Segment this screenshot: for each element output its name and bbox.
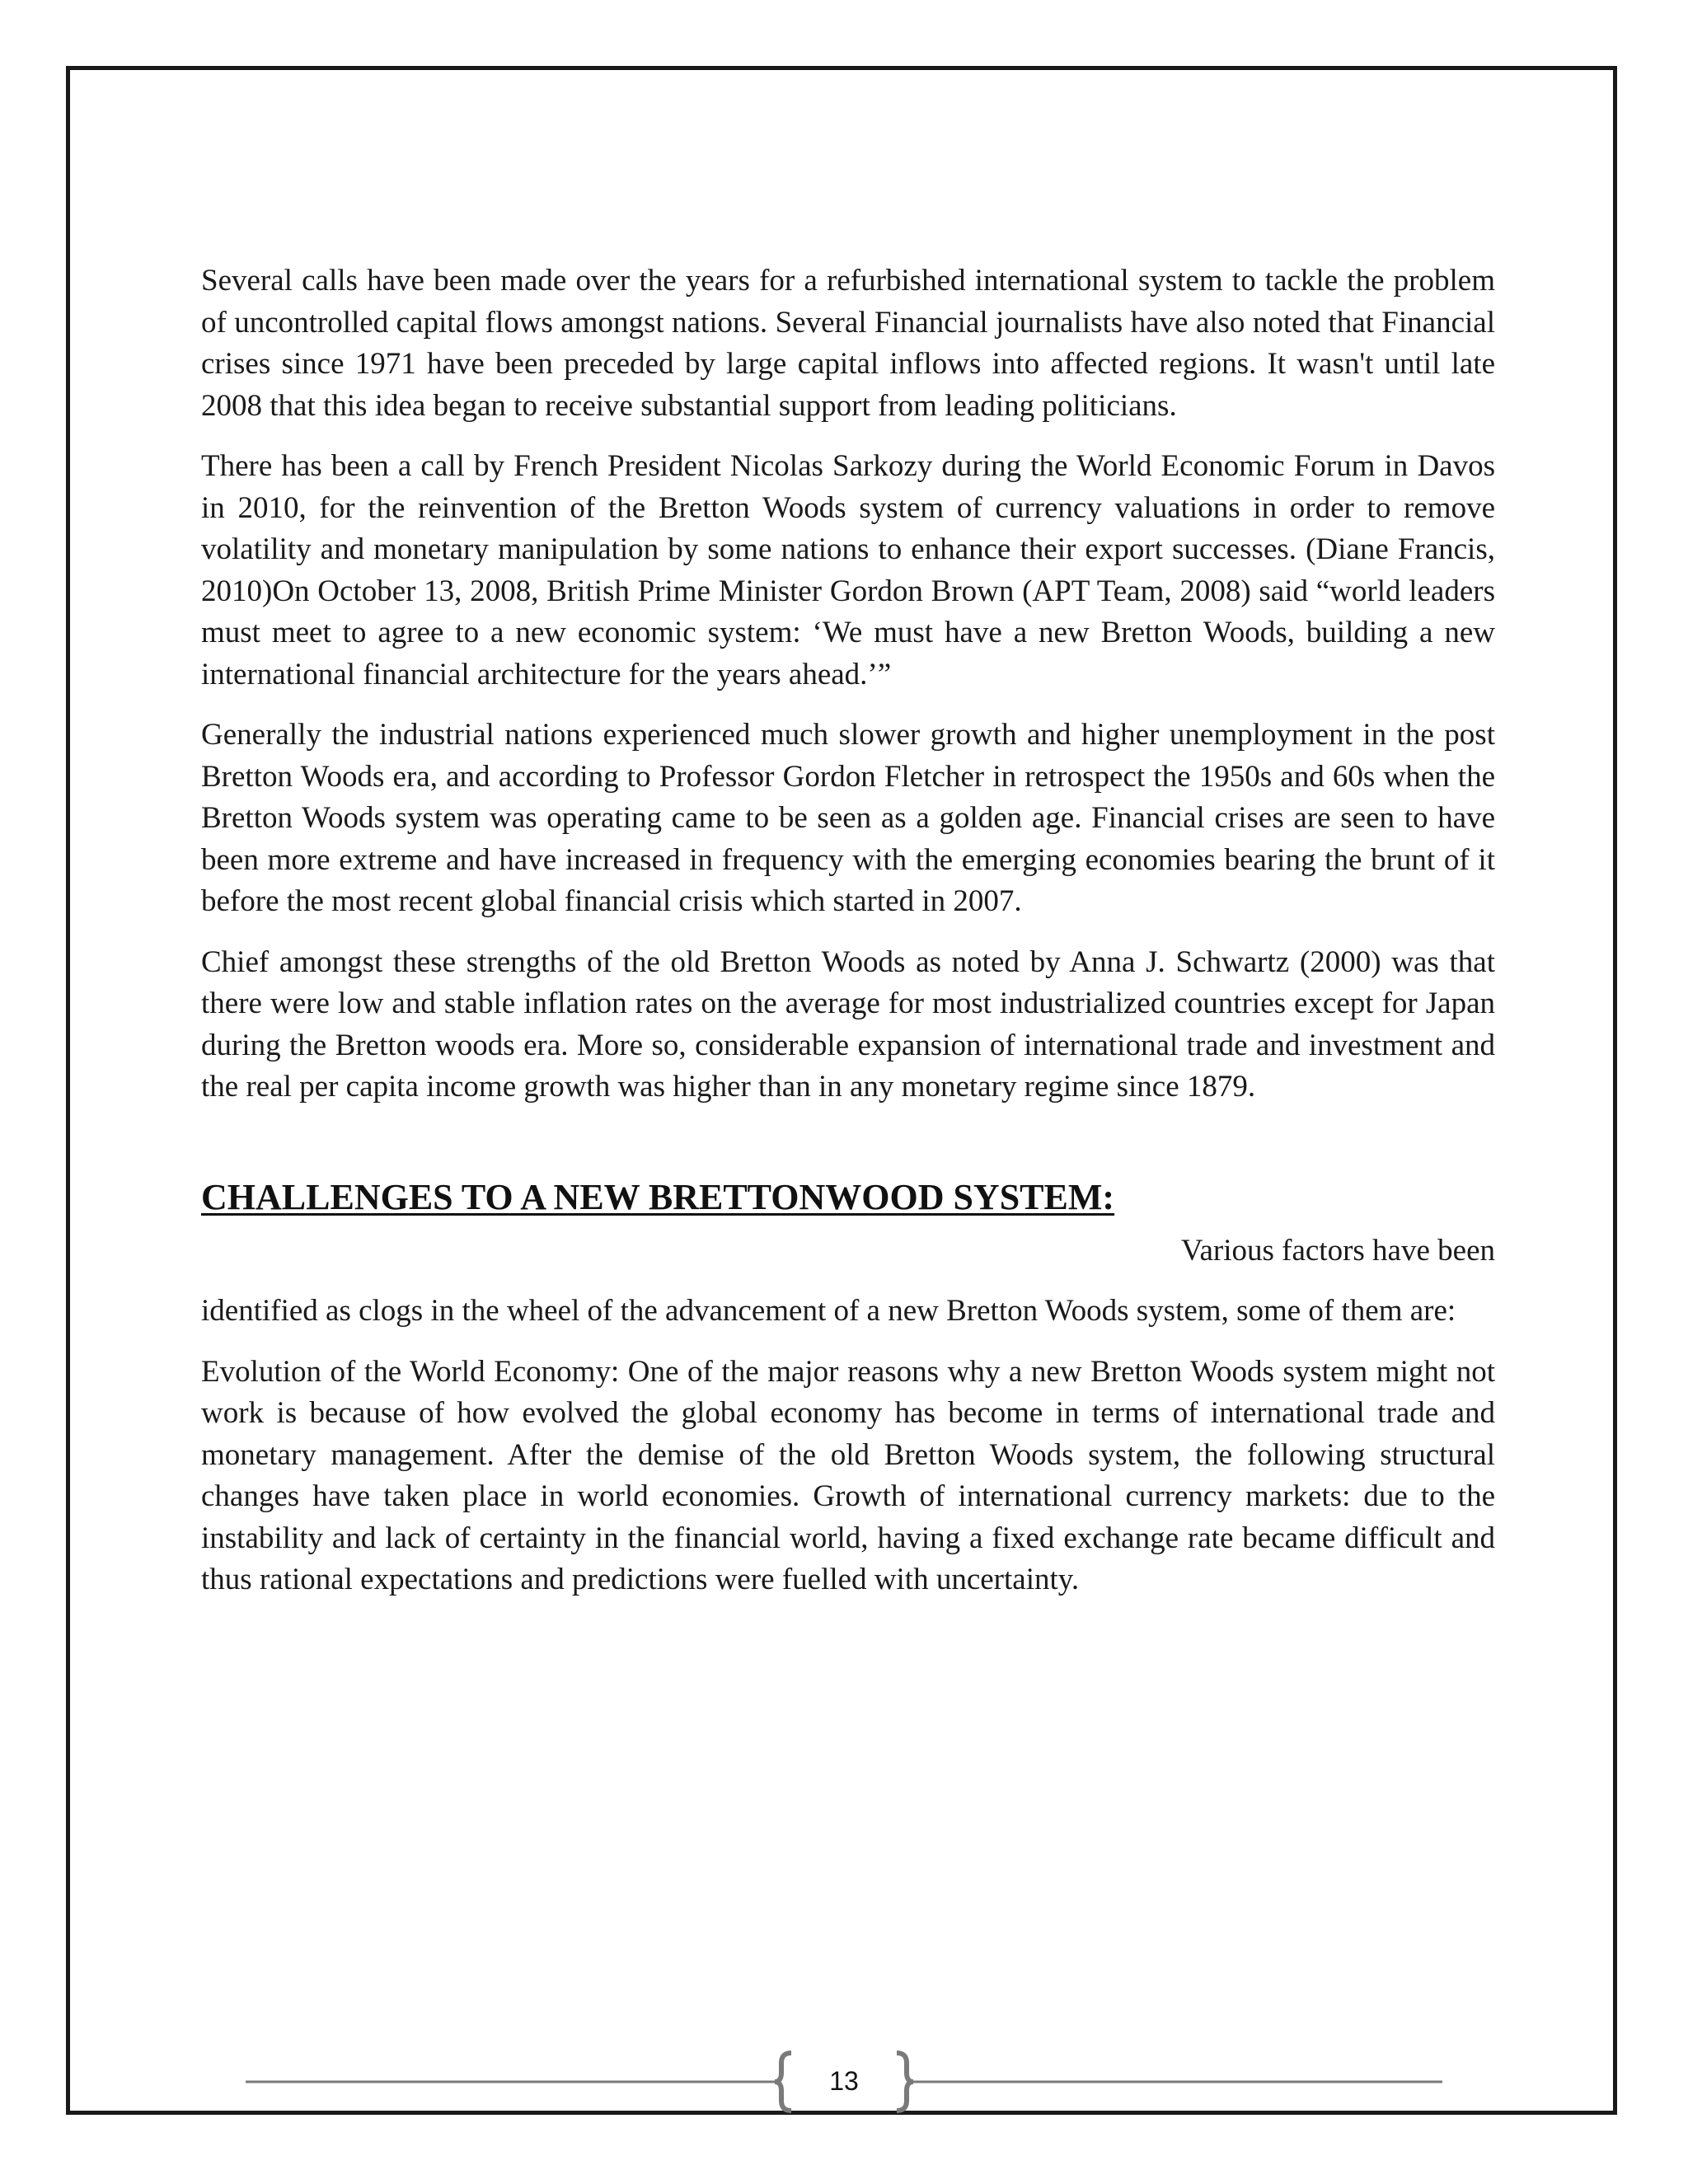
paragraph-sarkozy-call: There has been a call by French President Nicolas Sarkozy during the World Economic Forum in Davos in 2010, for the reinvention of the Bretton Woods system of currency valuations in order to remove volatility and monetary manipulation by some nations to enhance their export successes. (Diane Francis, 2010)On October 13, 2008, British Prime Minister Gordon Brown (APT Team, 2008) said “world leaders must meet to agree to a new economic system: ‘We must have a new Bretton Woods, building a new international financial architecture for the years ahead.’”: [201, 449, 1495, 691]
section-intro-first-line: Various factors have been: [1180, 1233, 1495, 1268]
footer-left-brace: [775, 2053, 791, 2111]
page-number: 13: [829, 2066, 859, 2096]
footer-right-brace: [897, 2053, 913, 2111]
section-intro-rest: identified as clogs in the wheel of the advancement of a new Bretton Woods system, some of them are:: [201, 1294, 1456, 1328]
paragraph-capital-flows: Several calls have been made over the years for a refurbished international system to tackle the problem of uncontrolled capital flows amongst nations. Several Financial journalists have also noted that Financial crises since 1971 have been preceded by large capital inflows into affected regions. It wasn't until late 2008 that this idea began to receive substantial support from leading politicians.: [201, 264, 1495, 423]
paragraph-evolution-world-economy: Evolution of the World Economy: One of the major reasons why a new Bretton Woods system might not work is because of how evolved the global economy has become in terms of international trade and monetary management. After the demise of the old Bretton Woods system, the following structural changes have taken place in world economies. Growth of international currency markets: due to the instability and lack of certainty in the financial world, having a fixed exchange rate became difficult and thus rational expectations and predictions were fuelled with uncertainty.: [201, 1354, 1495, 1596]
paragraph-post-bretton-woods: Generally the industrial nations experienced much slower growth and higher unemployment in the post Bretton Woods era, and according to Professor Gordon Fletcher in retrospect the 1950s and 60s when the Bretton Woods system was operating came to be seen as a golden age. Financial crises are seen to have been more extreme and have increased in frequency with the emerging economies bearing the brunt of it before the most recent global financial crisis which started in 2007.: [201, 718, 1495, 918]
paragraph-schwartz-strengths: Chief amongst these strengths of the old Bretton Woods as noted by Anna J. Schwartz (2000) was that there were low and stable inflation rates on the average for most industrialized countries except for Japan during the Bretton woods era. More so, considerable expansion of international trade and investment and the real per capita income growth was higher than in any monetary regime since 1879.: [201, 944, 1495, 1104]
page-footer: [0, 2048, 1688, 2114]
document-body: [201, 260, 1495, 1620]
section-heading: CHALLENGES TO A NEW BRETTONWOOD SYSTEM:: [201, 1176, 1115, 1217]
